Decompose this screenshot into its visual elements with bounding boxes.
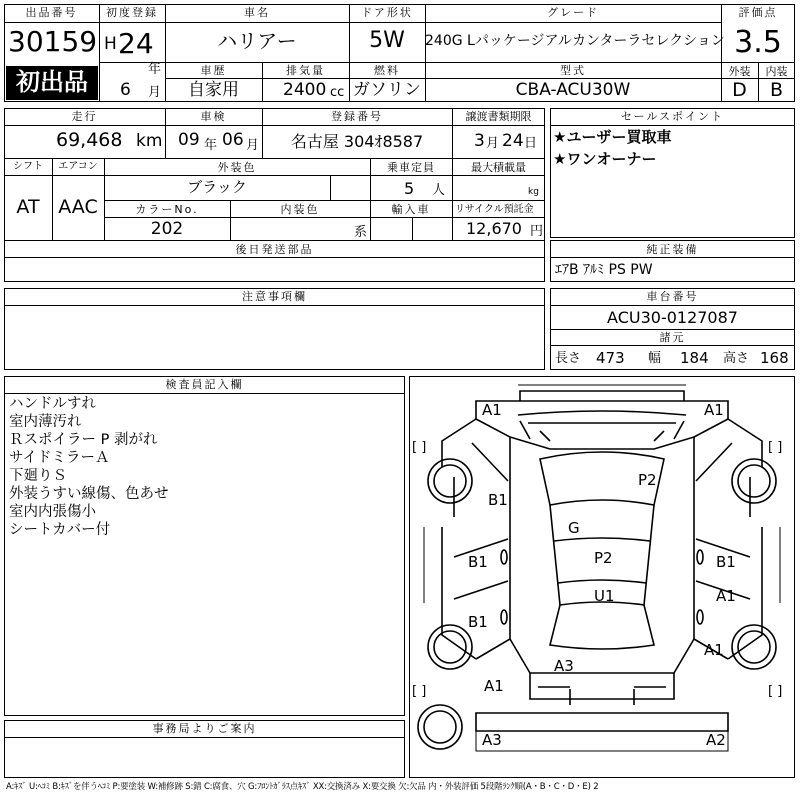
ac-label: エアコン <box>58 161 98 172</box>
inspector-notes <box>9 395 169 539</box>
transfer-day-unit: 日 <box>524 136 538 151</box>
bracket-right-top: [ ] <box>768 440 783 455</box>
ext-grade: D <box>732 79 747 101</box>
recycle-label: リサイクル預託金 <box>455 204 534 215</box>
mark-right-rear-door: A1 <box>716 587 736 605</box>
model: CBA-ACU30W <box>515 80 631 100</box>
month-unit: 月 <box>148 85 162 100</box>
shift: AT <box>16 196 40 218</box>
insp-year-unit: 年 <box>204 138 218 153</box>
mark-center: P2 <box>594 549 613 567</box>
color-no: 202 <box>150 219 184 239</box>
width-label: 幅 <box>648 351 662 366</box>
mark-left-front: B1 <box>488 491 508 509</box>
ac: AAC <box>58 196 98 218</box>
inspector-note: ハンドルすれ <box>9 396 96 412</box>
car-outline-diagram <box>410 377 794 777</box>
int-grade-label: 内装 <box>765 65 788 78</box>
notes-label: 注意事項欄 <box>242 290 307 303</box>
later-parts-label: 後日発送部品 <box>235 243 314 256</box>
int-grade: B <box>769 79 784 101</box>
max-load-unit: kg <box>528 187 539 197</box>
reg-no: 名古屋 304ｵ8587 <box>290 132 424 151</box>
mark-bumper-left: A3 <box>482 731 502 749</box>
sales-point-2: ★ワンオーナー <box>553 150 657 168</box>
capacity: 5 <box>404 179 415 198</box>
mark-bumper-right: A2 <box>706 731 726 749</box>
max-load-label: 最大積載量 <box>471 161 526 174</box>
mark-front-right: A1 <box>704 401 724 419</box>
era: H <box>104 34 117 54</box>
transfer-month-unit: 月 <box>486 136 500 151</box>
mark-floor: U1 <box>594 587 615 605</box>
capacity-unit: 人 <box>432 183 446 198</box>
car-name-label: 車名 <box>244 6 270 19</box>
door-label: ドア形状 <box>361 6 413 19</box>
insp-year: 09 <box>178 130 200 150</box>
sales-point-label: セールスポイント <box>620 110 724 123</box>
mileage: 69,468 <box>56 129 123 151</box>
transfer-month: 3 <box>474 131 485 151</box>
chassis-label: 車台番号 <box>646 290 699 303</box>
mark-roof-rear: P2 <box>638 471 657 489</box>
door-type: 5W <box>369 28 405 53</box>
mark-right-mid: B1 <box>716 553 736 571</box>
length-label: 長さ <box>555 351 582 366</box>
inspector-note: 下廻りＳ <box>9 468 67 484</box>
history-label: 車歴 <box>200 64 227 77</box>
score-label: 評価点 <box>738 6 778 19</box>
color-label: 外装色 <box>217 161 257 174</box>
first-reg-label: 初度登録 <box>106 6 158 19</box>
reg-year: 24 <box>118 27 154 60</box>
bracket-left-bottom: [ ] <box>412 684 427 699</box>
interior-color-label: 内装色 <box>280 203 320 216</box>
office-label: 事務局よりご案内 <box>152 722 257 735</box>
fuel: ガソリン <box>353 80 421 100</box>
lot-number: 30159 <box>8 25 98 58</box>
inspector-label: 検査員記入欄 <box>165 378 244 391</box>
grade: 240G Lパッケージアルカンターラセレクション <box>425 33 725 49</box>
inspector-note: シートカバー付 <box>9 522 111 538</box>
import-label: 輸入車 <box>391 203 431 216</box>
mileage-unit: km <box>136 131 163 151</box>
history: 自家用 <box>188 80 239 100</box>
inspector-note: 外装うすい線傷、色あせ <box>9 486 169 502</box>
color: ブラック <box>187 178 247 196</box>
recycle: 12,670 <box>466 219 522 238</box>
mark-seat: G <box>568 519 580 537</box>
mark-front-left: A1 <box>482 401 502 419</box>
equipment: ｴｱB ｱﾙﾐ PS PW <box>555 262 653 278</box>
fuel-label: 燃料 <box>374 64 400 77</box>
transfer-label: 譲渡書類期限 <box>465 110 532 123</box>
car-name: ハリアー <box>217 29 297 53</box>
ext-grade-label: 外装 <box>728 65 751 78</box>
insp-month-unit: 月 <box>246 138 260 153</box>
legend: A:ｷｽﾞ U:ﾍｺﾐ B:ｷｽﾞを伴うﾍｺﾐ P:要塗装 W:補修跡 S:錆 C:腐食、穴 G:ﾌﾛﾝﾄｶﾞﾗｽ点ｷｽﾞ XX:交換済み X:要交換 欠:欠品 内・外装評価 5段階ﾗﾝｸ順(A・B・C・D・E) 2 <box>6 782 599 792</box>
mark-right-rear: A1 <box>704 641 724 659</box>
reg-no-label: 登録番号 <box>331 110 383 123</box>
height: 168 <box>760 349 789 367</box>
inspector-note: Ｒスポイラー P 剥がれ <box>9 432 158 448</box>
equipment-label: 純正装備 <box>646 243 699 256</box>
displacement-label: 排気量 <box>286 64 325 77</box>
color-no-label: カラーNo. <box>135 203 199 216</box>
first-listing-text: 初出品 <box>16 68 88 96</box>
transfer-day: 24 <box>502 131 524 151</box>
width: 184 <box>680 349 709 367</box>
bracket-left-top: [ ] <box>412 440 427 455</box>
score: 3.5 <box>734 25 782 60</box>
inspector-note: 室内薄汚れ <box>9 414 82 430</box>
shift-label: シフト <box>13 161 43 172</box>
mileage-label: 走行 <box>71 110 98 123</box>
model-label: 型式 <box>560 64 586 77</box>
inspector-note: 室内内張傷小 <box>9 504 96 520</box>
mark-left-rear: B1 <box>468 613 488 631</box>
height-label: 高さ <box>723 351 750 366</box>
capacity-label: 乗車定員 <box>387 161 435 174</box>
damage-diagram <box>409 376 795 778</box>
insp-month: 06 <box>222 130 244 150</box>
recycle-unit: 円 <box>530 224 544 239</box>
displacement: 2400 <box>283 80 327 100</box>
bracket-right-bottom: [ ] <box>768 684 783 699</box>
lot-no-label: 出品番号 <box>25 6 78 19</box>
interior-color-suffix: 系 <box>354 225 368 240</box>
reg-month: 6 <box>120 80 131 100</box>
grade-label: グレード <box>547 6 599 19</box>
dims-label: 諸元 <box>659 331 686 344</box>
mark-rear-center: A3 <box>554 657 574 675</box>
sales-point-1: ★ユーザー買取車 <box>553 128 672 146</box>
chassis-number: ACU30-0127087 <box>607 308 738 327</box>
inspector-note: サイドミラーＡ <box>9 450 110 466</box>
mark-left-mid: B1 <box>468 553 488 571</box>
inspection-label: 車検 <box>200 110 227 123</box>
year-unit: 年 <box>148 62 162 77</box>
displacement-unit: cc <box>330 85 345 100</box>
mark-left-bottom: A1 <box>484 677 504 695</box>
length: 473 <box>596 349 625 367</box>
